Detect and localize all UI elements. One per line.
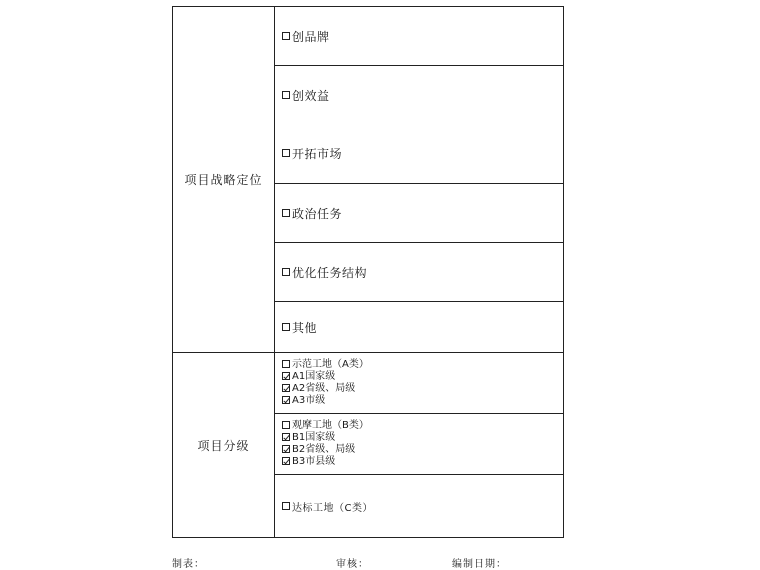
option-optimize-structure[interactable] bbox=[275, 243, 563, 301]
option-label: 开拓市场 bbox=[292, 146, 343, 161]
grade-label: A2省级、局级 bbox=[292, 383, 356, 394]
grade-label: B2省级、局级 bbox=[292, 444, 356, 455]
checkbox-checked-icon[interactable] bbox=[282, 396, 290, 404]
grade-label: A3市级 bbox=[292, 395, 326, 406]
grade-option[interactable] bbox=[282, 371, 563, 383]
checkbox-icon[interactable] bbox=[282, 32, 290, 40]
grading-label-cell bbox=[173, 353, 275, 537]
checkbox-checked-icon[interactable] bbox=[282, 457, 290, 465]
checkbox-icon[interactable] bbox=[282, 502, 290, 510]
grade-label: B1国家级 bbox=[292, 432, 336, 443]
checkbox-checked-icon[interactable] bbox=[282, 433, 290, 441]
option-label: 政治任务 bbox=[292, 206, 343, 221]
grade-label: A1国家级 bbox=[292, 371, 336, 382]
option-label: 优化任务结构 bbox=[292, 265, 368, 280]
grade-label: 示范工地（A类） bbox=[292, 359, 369, 370]
grade-option[interactable] bbox=[282, 444, 563, 456]
grade-option[interactable] bbox=[282, 432, 563, 444]
strategy-label: 项目战略定位 bbox=[184, 173, 263, 187]
option-open-market[interactable] bbox=[275, 124, 563, 182]
option-other[interactable] bbox=[275, 302, 563, 352]
grade-label: 观摩工地（B类） bbox=[292, 420, 369, 431]
grade-option[interactable] bbox=[282, 456, 563, 468]
option-create-benefit[interactable] bbox=[275, 66, 563, 124]
grade-option[interactable] bbox=[282, 359, 563, 371]
checkbox-checked-icon[interactable] bbox=[282, 372, 290, 380]
option-political-task[interactable] bbox=[275, 184, 563, 242]
checkbox-icon[interactable] bbox=[282, 149, 290, 157]
grade-group-c[interactable] bbox=[275, 475, 563, 537]
checkbox-icon[interactable] bbox=[282, 360, 290, 368]
grade-option[interactable] bbox=[282, 383, 563, 395]
option-create-brand[interactable] bbox=[275, 7, 563, 65]
checkbox-icon[interactable] bbox=[282, 268, 290, 276]
option-label: 其他 bbox=[292, 320, 318, 335]
grade-label: B3市县级 bbox=[292, 456, 336, 467]
grade-group-a bbox=[275, 353, 563, 413]
option-label: 创品牌 bbox=[292, 29, 330, 44]
grade-label: 达标工地（C类） bbox=[292, 502, 373, 514]
checkbox-checked-icon[interactable] bbox=[282, 445, 290, 453]
checkbox-checked-icon[interactable] bbox=[282, 384, 290, 392]
option-label: 创效益 bbox=[292, 88, 330, 103]
checkbox-icon[interactable] bbox=[282, 209, 290, 217]
checkbox-icon[interactable] bbox=[282, 91, 290, 99]
footer-reviewed-by: 审核： bbox=[336, 559, 369, 570]
checkbox-icon[interactable] bbox=[282, 421, 290, 429]
grade-option[interactable] bbox=[282, 420, 563, 432]
footer-compile-date: 编制日期： bbox=[452, 559, 507, 570]
grade-group-b bbox=[275, 414, 563, 474]
checkbox-icon[interactable] bbox=[282, 323, 290, 331]
grade-option[interactable] bbox=[282, 395, 563, 407]
footer-made-by: 制表： bbox=[172, 559, 205, 570]
project-form-table bbox=[172, 6, 564, 538]
strategy-label-cell bbox=[173, 7, 275, 352]
grading-label: 项目分级 bbox=[197, 438, 250, 453]
